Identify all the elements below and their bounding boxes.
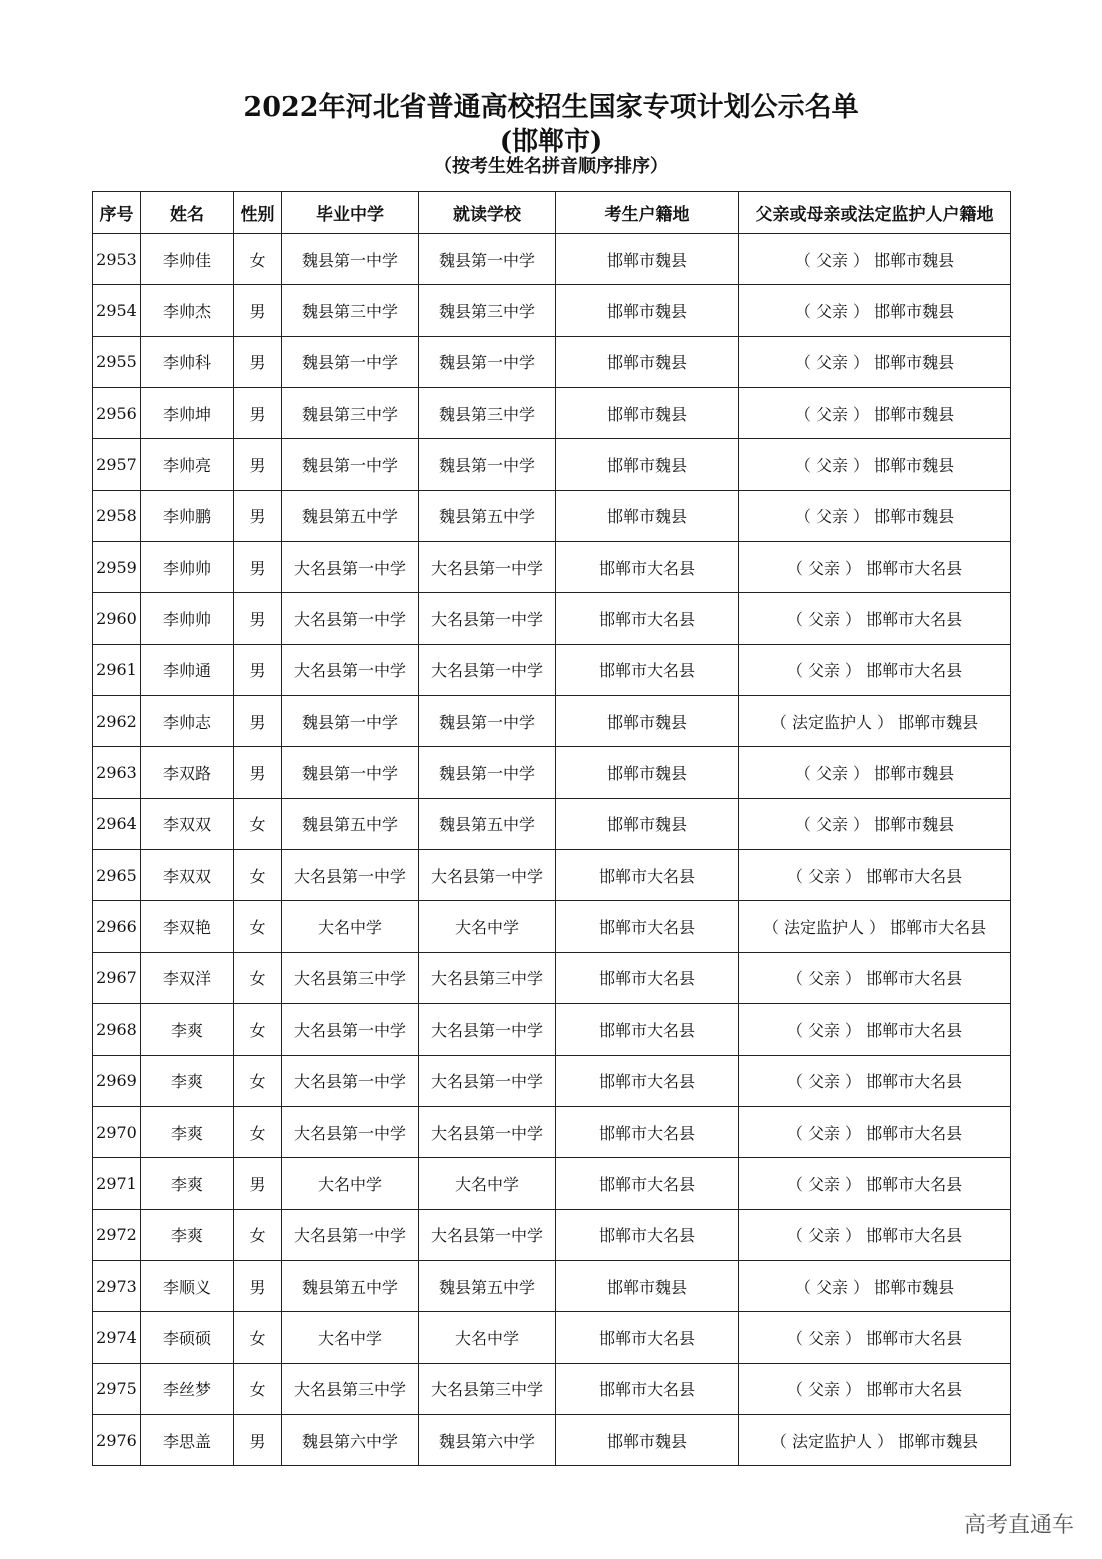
table-row	[93, 388, 1011, 439]
cell-student-residence: 邯郸市魏县	[556, 439, 739, 490]
cell-name: 李爽	[141, 1106, 234, 1157]
cell-index: 2968	[93, 1004, 141, 1055]
cell-student-residence: 邯郸市魏县	[556, 747, 739, 798]
cell-guardian-residence: （ 父亲 ） 邯郸市魏县	[739, 1260, 1011, 1311]
cell-index: 2967	[93, 952, 141, 1003]
cell-student-residence: 邯郸市魏县	[556, 696, 739, 747]
table-row	[93, 336, 1011, 387]
table-row	[93, 234, 1011, 285]
cell-name: 李硕硕	[141, 1312, 234, 1363]
cell-name: 李双路	[141, 747, 234, 798]
cell-current-school: 大名中学	[419, 901, 556, 952]
cell-student-residence: 邯郸市大名县	[556, 1004, 739, 1055]
cell-name: 李帅帅	[141, 593, 234, 644]
cell-gender: 男	[234, 1414, 282, 1465]
cell-gender: 男	[234, 644, 282, 695]
cell-guardian-residence: （ 父亲 ） 邯郸市大名县	[739, 1158, 1011, 1209]
table-row	[93, 593, 1011, 644]
cell-index: 2955	[93, 336, 141, 387]
cell-current-school: 魏县第一中学	[419, 696, 556, 747]
cell-name: 李双艳	[141, 901, 234, 952]
cell-index: 2957	[93, 439, 141, 490]
cell-graduation-school: 魏县第五中学	[282, 1260, 419, 1311]
cell-index: 2969	[93, 1055, 141, 1106]
cell-name: 李帅杰	[141, 285, 234, 336]
cell-current-school: 大名中学	[419, 1312, 556, 1363]
table-row	[93, 1312, 1011, 1363]
cell-graduation-school: 魏县第一中学	[282, 336, 419, 387]
column-header-current-school: 就读学校	[419, 192, 556, 234]
cell-graduation-school: 魏县第五中学	[282, 798, 419, 849]
cell-gender: 男	[234, 285, 282, 336]
cell-name: 李双双	[141, 798, 234, 849]
cell-name: 李帅亮	[141, 439, 234, 490]
table-row	[93, 1414, 1011, 1465]
document-title: 2022年河北省普通高校招生国家专项计划公示名单	[243, 92, 859, 123]
cell-current-school: 魏县第五中学	[419, 490, 556, 541]
cell-guardian-residence: （ 父亲 ） 邯郸市魏县	[739, 388, 1011, 439]
cell-student-residence: 邯郸市魏县	[556, 336, 739, 387]
column-header-guardian-residence: 父亲或母亲或法定监护人户籍地	[739, 192, 1011, 234]
cell-gender: 女	[234, 1004, 282, 1055]
table-row	[93, 542, 1011, 593]
cell-current-school: 魏县第五中学	[419, 798, 556, 849]
cell-graduation-school: 魏县第三中学	[282, 388, 419, 439]
table-row	[93, 952, 1011, 1003]
cell-guardian-residence: （ 父亲 ） 邯郸市大名县	[739, 850, 1011, 901]
cell-index: 2971	[93, 1158, 141, 1209]
cell-index: 2972	[93, 1209, 141, 1260]
table-row	[93, 798, 1011, 849]
cell-graduation-school: 大名县第一中学	[282, 1209, 419, 1260]
cell-index: 2959	[93, 542, 141, 593]
cell-name: 李帅坤	[141, 388, 234, 439]
header-row	[93, 192, 1011, 234]
table-row	[93, 1209, 1011, 1260]
table-row	[93, 1106, 1011, 1157]
cell-index: 2974	[93, 1312, 141, 1363]
cell-current-school: 魏县第六中学	[419, 1414, 556, 1465]
cell-student-residence: 邯郸市大名县	[556, 1158, 739, 1209]
cell-current-school: 大名县第一中学	[419, 542, 556, 593]
cell-guardian-residence: （ 父亲 ） 邯郸市魏县	[739, 439, 1011, 490]
table-row	[93, 1260, 1011, 1311]
document-subtitle: (邯郸市)	[499, 127, 603, 157]
cell-name: 李爽	[141, 1209, 234, 1260]
cell-gender: 男	[234, 696, 282, 747]
cell-name: 李帅佳	[141, 234, 234, 285]
cell-student-residence: 邯郸市魏县	[556, 490, 739, 541]
cell-student-residence: 邯郸市魏县	[556, 388, 739, 439]
cell-gender: 男	[234, 490, 282, 541]
table-row	[93, 1004, 1011, 1055]
cell-graduation-school: 魏县第三中学	[282, 285, 419, 336]
cell-gender: 女	[234, 901, 282, 952]
cell-gender: 男	[234, 336, 282, 387]
cell-guardian-residence: （ 法定监护人 ） 邯郸市大名县	[739, 901, 1011, 952]
cell-gender: 男	[234, 388, 282, 439]
cell-index: 2954	[93, 285, 141, 336]
cell-gender: 女	[234, 952, 282, 1003]
table-header	[93, 192, 1011, 234]
cell-student-residence: 邯郸市大名县	[556, 901, 739, 952]
cell-graduation-school: 大名县第三中学	[282, 952, 419, 1003]
table-row	[93, 1363, 1011, 1414]
cell-student-residence: 邯郸市大名县	[556, 1363, 739, 1414]
cell-student-residence: 邯郸市大名县	[556, 593, 739, 644]
cell-current-school: 魏县第五中学	[419, 1260, 556, 1311]
cell-index: 2958	[93, 490, 141, 541]
column-header-student-residence: 考生户籍地	[556, 192, 739, 234]
cell-guardian-residence: （ 父亲 ） 邯郸市大名县	[739, 1209, 1011, 1260]
cell-current-school: 魏县第一中学	[419, 439, 556, 490]
cell-guardian-residence: （ 父亲 ） 邯郸市魏县	[739, 490, 1011, 541]
cell-current-school: 魏县第三中学	[419, 285, 556, 336]
cell-name: 李帅通	[141, 644, 234, 695]
cell-gender: 男	[234, 593, 282, 644]
table-row	[93, 696, 1011, 747]
sort-note: （按考生姓名拼音顺序排序）	[434, 156, 668, 177]
cell-graduation-school: 魏县第一中学	[282, 747, 419, 798]
cell-index: 2965	[93, 850, 141, 901]
cell-guardian-residence: （ 父亲 ） 邯郸市魏县	[739, 798, 1011, 849]
cell-guardian-residence: （ 父亲 ） 邯郸市大名县	[739, 1055, 1011, 1106]
cell-gender: 女	[234, 1209, 282, 1260]
cell-index: 2966	[93, 901, 141, 952]
cell-student-residence: 邯郸市大名县	[556, 1312, 739, 1363]
cell-name: 李帅志	[141, 696, 234, 747]
cell-current-school: 大名中学	[419, 1158, 556, 1209]
cell-current-school: 大名县第三中学	[419, 952, 556, 1003]
table-row	[93, 901, 1011, 952]
table-row	[93, 644, 1011, 695]
cell-student-residence: 邯郸市魏县	[556, 798, 739, 849]
cell-gender: 男	[234, 439, 282, 490]
cell-current-school: 魏县第一中学	[419, 234, 556, 285]
cell-guardian-residence: （ 父亲 ） 邯郸市魏县	[739, 234, 1011, 285]
cell-name: 李爽	[141, 1004, 234, 1055]
cell-gender: 男	[234, 747, 282, 798]
cell-current-school: 大名县第一中学	[419, 593, 556, 644]
cell-guardian-residence: （ 父亲 ） 邯郸市大名县	[739, 1363, 1011, 1414]
cell-index: 2962	[93, 696, 141, 747]
cell-current-school: 大名县第一中学	[419, 1055, 556, 1106]
cell-current-school: 大名县第三中学	[419, 1363, 556, 1414]
cell-guardian-residence: （ 父亲 ） 邯郸市大名县	[739, 1004, 1011, 1055]
column-header-gender: 性别	[234, 192, 282, 234]
cell-guardian-residence: （ 父亲 ） 邯郸市魏县	[739, 285, 1011, 336]
cell-guardian-residence: （ 父亲 ） 邯郸市大名县	[739, 593, 1011, 644]
table-row	[93, 439, 1011, 490]
cell-student-residence: 邯郸市魏县	[556, 1414, 739, 1465]
watermark-text: 高考直通车	[963, 1513, 1074, 1538]
cell-current-school: 魏县第三中学	[419, 388, 556, 439]
cell-name: 李双洋	[141, 952, 234, 1003]
cell-current-school: 大名县第一中学	[419, 1004, 556, 1055]
column-header-index: 序号	[93, 192, 141, 234]
cell-graduation-school: 大名县第三中学	[282, 1363, 419, 1414]
cell-student-residence: 邯郸市大名县	[556, 1055, 739, 1106]
table-row	[93, 1055, 1011, 1106]
table-row	[93, 285, 1011, 336]
cell-name: 李思盖	[141, 1414, 234, 1465]
cell-student-residence: 邯郸市大名县	[556, 644, 739, 695]
column-header-name: 姓名	[141, 192, 234, 234]
cell-guardian-residence: （ 父亲 ） 邯郸市大名县	[739, 952, 1011, 1003]
cell-student-residence: 邯郸市大名县	[556, 850, 739, 901]
cell-student-residence: 邯郸市大名县	[556, 542, 739, 593]
cell-guardian-residence: （ 父亲 ） 邯郸市大名县	[739, 542, 1011, 593]
cell-student-residence: 邯郸市大名县	[556, 1209, 739, 1260]
cell-guardian-residence: （ 法定监护人 ） 邯郸市魏县	[739, 696, 1011, 747]
cell-student-residence: 邯郸市大名县	[556, 1106, 739, 1157]
cell-index: 2976	[93, 1414, 141, 1465]
cell-guardian-residence: （ 父亲 ） 邯郸市大名县	[739, 1312, 1011, 1363]
table-row	[93, 747, 1011, 798]
table-row	[93, 1158, 1011, 1209]
cell-gender: 女	[234, 850, 282, 901]
cell-student-residence: 邯郸市魏县	[556, 285, 739, 336]
cell-index: 2953	[93, 234, 141, 285]
cell-graduation-school: 大名中学	[282, 1158, 419, 1209]
cell-gender: 女	[234, 1312, 282, 1363]
cell-gender: 女	[234, 798, 282, 849]
cell-name: 李顺义	[141, 1260, 234, 1311]
cell-graduation-school: 大名县第一中学	[282, 542, 419, 593]
cell-guardian-residence: （ 父亲 ） 邯郸市魏县	[739, 336, 1011, 387]
cell-gender: 男	[234, 542, 282, 593]
cell-student-residence: 邯郸市魏县	[556, 1260, 739, 1311]
cell-current-school: 大名县第一中学	[419, 1209, 556, 1260]
cell-graduation-school: 大名中学	[282, 1312, 419, 1363]
cell-index: 2960	[93, 593, 141, 644]
table-body	[93, 234, 1011, 1466]
cell-name: 李爽	[141, 1158, 234, 1209]
cell-index: 2975	[93, 1363, 141, 1414]
cell-index: 2956	[93, 388, 141, 439]
table-row	[93, 850, 1011, 901]
cell-name: 李丝梦	[141, 1363, 234, 1414]
cell-name: 李爽	[141, 1055, 234, 1106]
column-header-graduation-school: 毕业中学	[282, 192, 419, 234]
cell-graduation-school: 大名县第一中学	[282, 644, 419, 695]
cell-name: 李双双	[141, 850, 234, 901]
cell-index: 2973	[93, 1260, 141, 1311]
cell-guardian-residence: （ 父亲 ） 邯郸市大名县	[739, 1106, 1011, 1157]
cell-current-school: 大名县第一中学	[419, 850, 556, 901]
cell-student-residence: 邯郸市大名县	[556, 952, 739, 1003]
cell-name: 李帅帅	[141, 542, 234, 593]
cell-graduation-school: 大名中学	[282, 901, 419, 952]
cell-current-school: 大名县第一中学	[419, 644, 556, 695]
cell-gender: 女	[234, 234, 282, 285]
cell-gender: 男	[234, 1158, 282, 1209]
cell-graduation-school: 大名县第一中学	[282, 850, 419, 901]
cell-graduation-school: 魏县第一中学	[282, 439, 419, 490]
cell-graduation-school: 魏县第五中学	[282, 490, 419, 541]
cell-index: 2970	[93, 1106, 141, 1157]
cell-gender: 女	[234, 1106, 282, 1157]
cell-name: 李帅科	[141, 336, 234, 387]
cell-guardian-residence: （ 父亲 ） 邯郸市魏县	[739, 747, 1011, 798]
cell-gender: 女	[234, 1363, 282, 1414]
cell-graduation-school: 大名县第一中学	[282, 1106, 419, 1157]
cell-graduation-school: 大名县第一中学	[282, 1055, 419, 1106]
cell-graduation-school: 魏县第一中学	[282, 696, 419, 747]
cell-graduation-school: 大名县第一中学	[282, 1004, 419, 1055]
cell-name: 李帅鹏	[141, 490, 234, 541]
cell-graduation-school: 魏县第六中学	[282, 1414, 419, 1465]
cell-index: 2961	[93, 644, 141, 695]
cell-student-residence: 邯郸市魏县	[556, 234, 739, 285]
table-row	[93, 490, 1011, 541]
cell-guardian-residence: （ 法定监护人 ） 邯郸市魏县	[739, 1414, 1011, 1465]
cell-index: 2964	[93, 798, 141, 849]
cell-gender: 女	[234, 1055, 282, 1106]
cell-current-school: 大名县第一中学	[419, 1106, 556, 1157]
cell-graduation-school: 魏县第一中学	[282, 234, 419, 285]
cell-graduation-school: 大名县第一中学	[282, 593, 419, 644]
cell-current-school: 魏县第一中学	[419, 747, 556, 798]
cell-index: 2963	[93, 747, 141, 798]
cell-guardian-residence: （ 父亲 ） 邯郸市大名县	[739, 644, 1011, 695]
cell-current-school: 魏县第一中学	[419, 336, 556, 387]
admission-list-table	[92, 191, 1011, 1466]
cell-gender: 男	[234, 1260, 282, 1311]
